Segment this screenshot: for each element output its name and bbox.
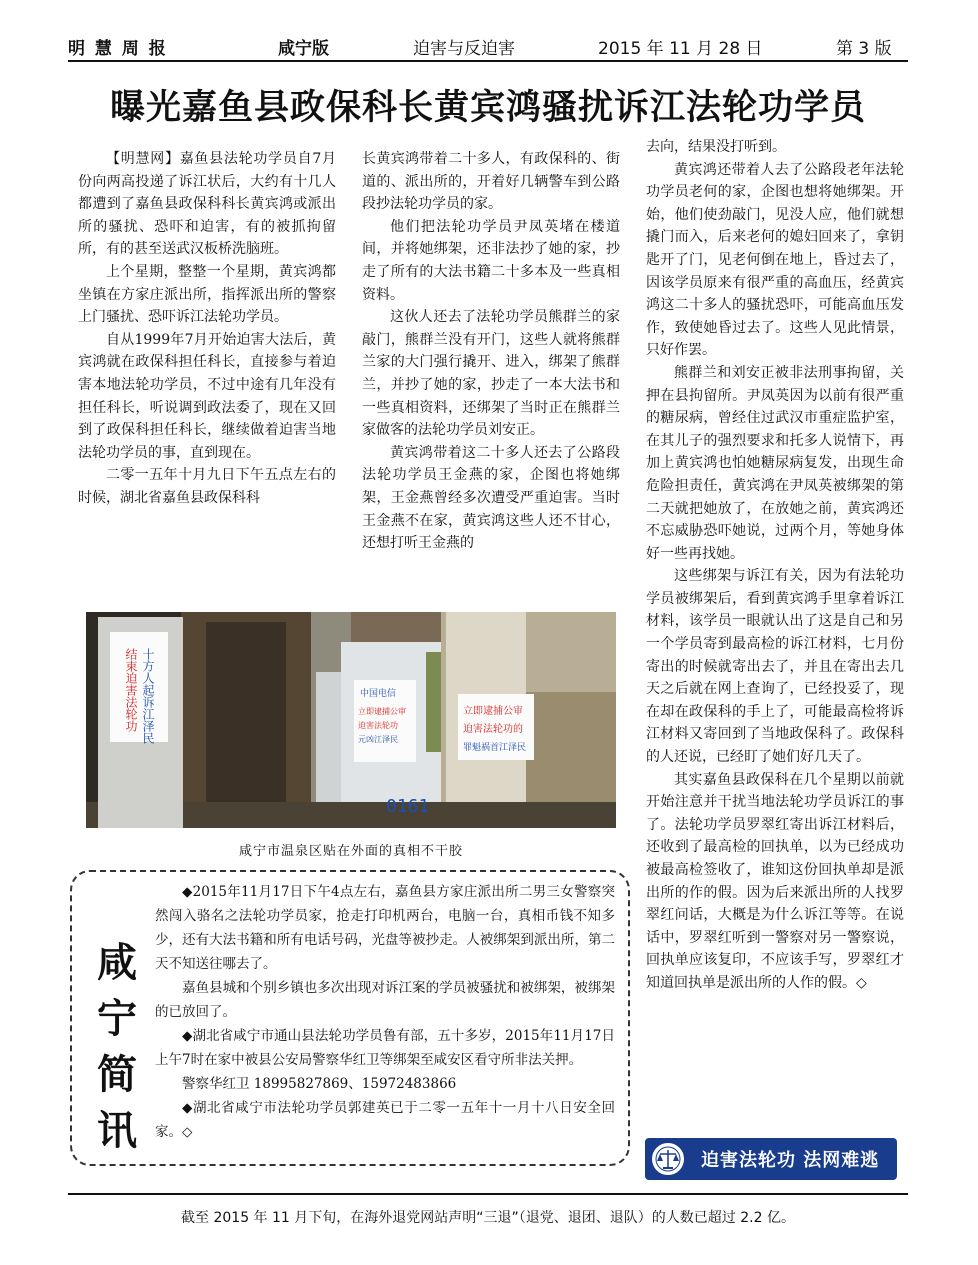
header-rule	[68, 60, 908, 62]
article-paragraph: 去向，结果没打听到。	[646, 139, 786, 155]
sticker1-text-b: 结束迫害法轮功	[124, 648, 138, 732]
slogan-banner	[645, 1138, 897, 1180]
article-column-2	[362, 148, 620, 555]
article-paragraph: 二零一五年十月九日下午五点左右的时候，湖北省嘉鱼县政保科科	[78, 467, 336, 506]
sticker2-text-a: 立即逮捕公审	[358, 707, 406, 716]
news-title-char: 简	[97, 1052, 137, 1098]
news-item: 嘉鱼县城和个别乡镇也多次出现对诉江案的学员被骚扰和被绑架，被绑架的已放回了。	[155, 980, 615, 1020]
article-paragraph: 其实嘉鱼县政保科在几个星期以前就开始注意并干扰当地法轮功学员诉江的事了。法轮功学员罗翠红寄出诉江材料后，还收到了最高检的回执单，以为已经成功被最高检签收了，谁知这份回执单却是派出所的作的假。因为后来派出所的人找罗翠红问话，大概是为什么诉江等等。在说话中，罗翠红听到一警察对另一警察说，回执单应该复印，不应该手写，罗翠红才知道回执单是派出所的人作的假。◇	[646, 771, 904, 991]
sticker1-text-a: 十方人起诉江泽民	[141, 648, 155, 744]
article-paragraph: 这伙人还去了法轮功学员熊群兰的家敲门，熊群兰没有开门，这些人就将熊群兰家的大门强行撬开、进入，绑架了熊群兰，并抄了她的家，抄走了一本大法书和一些真相资料，还绑架了当时正在熊群兰家做客的法轮功学员刘安正。	[362, 309, 620, 439]
article-paragraph: 上个星期，整整一个星期，黄宾鸿都坐镇在方家庄派出所，指挥派出所的警察上门骚扰、恐吓诉江法轮功学员。	[78, 263, 336, 326]
section-label: 迫害与反迫害	[413, 39, 515, 59]
article-paragraph: 自从1999年7月开始迫害大法后，黄宾鸿就在政保科担任科长，直接参与着迫害本地法轮功学员，不过中途有几年没有担任科长，听说调到政法委了，现在又回到了政保科担任科长，继续做着迫害当地法轮功学员的事，直到现在。	[78, 331, 336, 461]
article-paragraph: 【明慧网】嘉鱼县法轮功学员自7月份向两高投递了诉江状后，大约有十几人都遭到了嘉鱼县政保科科长黄宾鸿或派出所的骚扰、恐吓和迫害，有的被抓拘留所，有的甚至送武汉板桥洗脑班。	[78, 151, 336, 258]
issue-date: 2015 年 11 月 28 日	[598, 39, 763, 59]
article-column-3	[646, 136, 904, 995]
article-title: 曝光嘉鱼县政保科长黄宾鸿骚扰诉江法轮功学员	[109, 87, 866, 128]
sticker3-text-b: 迫害法轮功的	[463, 724, 523, 735]
article-paragraph: 熊群兰和刘安正被非法刑事拘留，关押在县拘留所。尹凤英因为以前有很严重的糖尿病，曾经住过武汉市重症监护室，在其儿子的强烈要求和托多人说情下，再加上黄宾鸿也怕她糖尿病复发，出现生命危险担责任，黄宾鸿在尹凤英被绑架的第二天就把她放了，在放她之前，黄宾鸿还不忘威胁恐吓她说，过两个月，等她身体好一些再找她。	[646, 364, 904, 562]
news-box-title	[92, 935, 142, 1159]
sticker2-number: 0161	[386, 796, 430, 817]
page-header	[68, 34, 908, 58]
news-title-char: 讯	[97, 1108, 137, 1154]
photo-illustration	[86, 612, 616, 828]
article-paragraph: 他们把法轮功学员尹凤英堵在楼道间，并将她绑架，还非法抄了她的家，抄走了所有的大法书籍二十多本及一些真相资料。	[362, 218, 620, 303]
sticker3-text-c: 罪魁祸首江泽民	[463, 743, 527, 753]
page-number: 第 3 版	[836, 39, 892, 59]
news-item: ◆湖北省咸宁市法轮功学员郭建英已于二零一五年十一月十八日安全回家。◇	[155, 1100, 615, 1140]
news-box-body	[155, 880, 615, 1144]
photo-caption: 咸宁市温泉区贴在外面的真相不干胶	[238, 844, 463, 859]
news-item: ◆湖北省咸宁市通山县法轮功学员鲁有部，五十多岁，2015年11月17日上午7时在家中被县公安局警察华红卫等绑架至咸安区看守所非法关押。	[155, 1028, 615, 1068]
article-paragraph: 这些绑架与诉江有关，因为有法轮功学员被绑架后，看到黄宾鸿手里拿着诉江材料，该学员一眼就认出了这是自己和另一个学员寄到最高检的诉江材料，七月份寄出的时候就寄出去了，并且在寄出去几天之后就在网上查询了，已经投妥了，现在却在政保科的手上了，可能最高检将诉江材料又寄回到了当地政保科了。政保科的人还说，已经盯了她们好几天了。	[646, 568, 904, 766]
sticker2-top-text: 中国电信	[360, 689, 397, 699]
news-title-char: 宁	[97, 996, 137, 1042]
edition-label: 咸宁版	[278, 39, 329, 59]
news-item: 警察华红卫 18995827869、15972483866	[182, 1076, 457, 1092]
paper-name: 明 慧 周 报	[68, 39, 168, 59]
banner-text: 迫害法轮功 法网难逃	[701, 1150, 880, 1171]
sticker3-text-a: 立即逮捕公审	[463, 706, 523, 717]
sticker2-text-b: 迫害法轮功	[358, 721, 398, 730]
article-paragraph: 黄宾鸿带着这二十多人还去了公路段法轮功学员王金燕的家，企图也将她绑架，王金燕曾经多次遭受严重迫害。当时王金燕不在家，黄宾鸿这些人还不甘心，还想打听王金燕的	[362, 444, 620, 552]
article-column-1	[78, 148, 336, 510]
article-photo	[86, 612, 616, 828]
sticker2-text-c: 元凶江泽民	[358, 735, 398, 744]
justice-seal-icon	[649, 1140, 687, 1178]
news-title-char: 咸	[97, 940, 137, 986]
article-paragraph: 黄宾鸿还带着人去了公路段老年法轮功学员老何的家，企图也想将她绑架。开始，他们使劲敲门，见没人应，他们就想撬门而入，后来老何的媳妇回来了，拿钥匙开了门，见老何倒在地上，昏过去了，因该学员原来有很严重的高血压，经黄宾鸿这二十多人的骚扰恐吓，可能高血压发作，致使她昏过去了。这些人见此情景，只好作罢。	[646, 161, 904, 359]
article-paragraph: 长黄宾鸿带着二十多人，有政保科的、街道的、派出所的，开着好几辆警车到公路段抄法轮功学员的家。	[362, 151, 620, 213]
footer-rule	[68, 1193, 908, 1195]
news-item: ◆2015年11月17日下午4点左右，嘉鱼县方家庄派出所二男三女警察突然闯入骆名之法轮功学员家，抢走打印机两台，电脑一台，真相币钱不知多少，还有大法书籍和所有电话号码，光盘等被抄走。人被绑架到派出所，第二天不知送往哪去了。	[155, 884, 615, 972]
footer-note: 截至 2015 年 11 月下旬，在海外退党网站声明“三退”（退党、退团、退队）的人数已超过 2.2 亿。	[181, 1210, 795, 1226]
